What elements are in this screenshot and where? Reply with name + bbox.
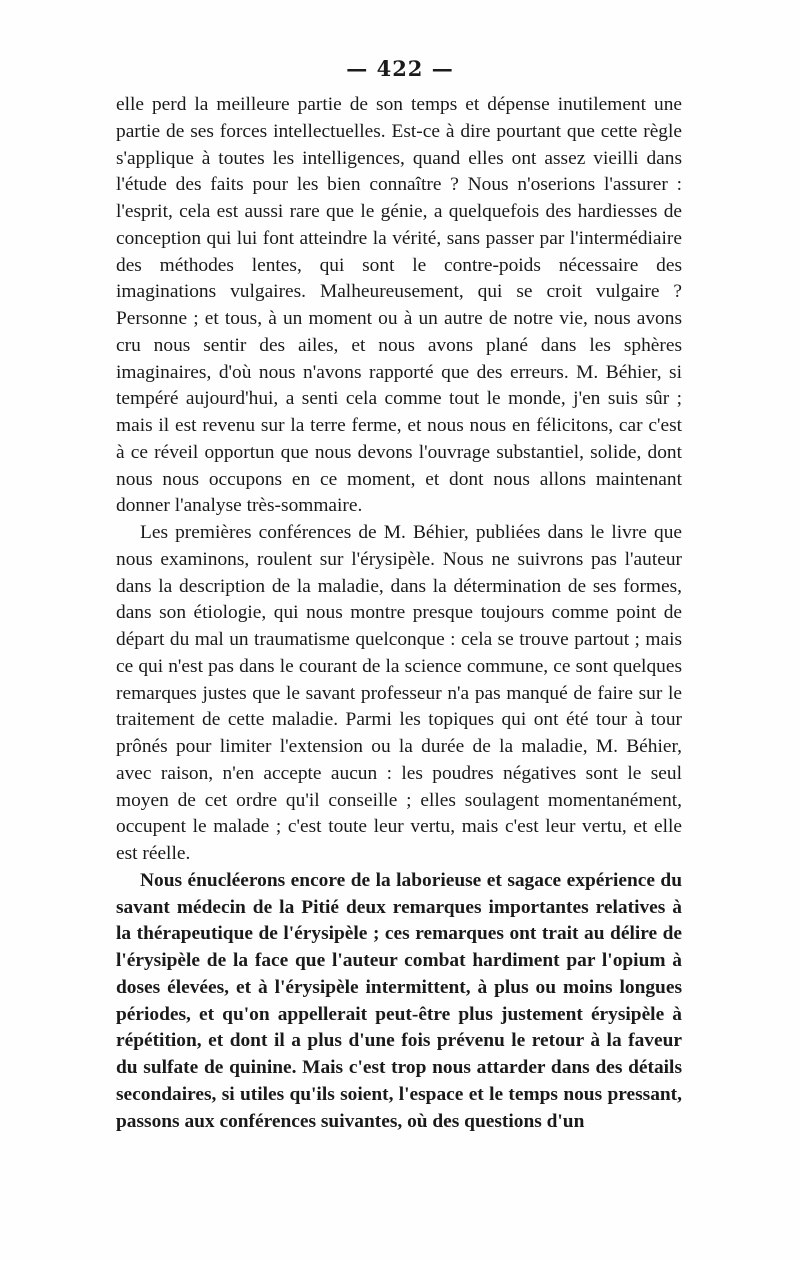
paragraph-3: Nous énucléerons encore de la laborieuse et sagace expérience du savant médecin de la Pitié deux remarques importantes relatives à la thérapeutique de l'érysipèle ; ces remarques ont trait au délire de l'érysipèle de la face que l'auteur combat hardiment par l'opium à doses élevées, et à l'érysipèle intermittent, à plus ou moins longues périodes, et qu'on appellerait peut-être plus justement érysipèle à répétition, et dont il a plus d'une fois prévenu le retour à la faveur du sulfate de quinine. Mais c'est trop nous attarder dans des détails secondaires, si utiles qu'ils soient, l'espace et le temps nous pressant, passons aux conférences suivantes, où des questions d'un [116, 869, 682, 1132]
page-number: — 422 — [346, 56, 454, 81]
body-text [116, 92, 682, 1135]
paragraph-1: elle perd la meilleure partie de son temps et dépense inutilement une partie de ses forces intellectuelles. Est-ce à dire pourtant que cette règle s'applique à toutes les intelligences, quand elles ont assez vieilli dans l'étude des faits pour les bien connaître ? Nous n'oserions l'assurer : l'esprit, cela est aussi rare que le génie, a quelquefois des hardiesses de conception qui lui font atteindre la vérité, sans passer par l'intermédiaire des méthodes lentes, qui sont le contre-poids nécessaire des imaginations vulgaires. Malheureusement, qui se croit vulgaire ? Personne ; et tous, à un moment ou à un autre de notre vie, nous avons cru nous sentir des ailes, et nous avons plané dans les sphères imaginaires, d'où nous n'avons rapporté que des erreurs. M. Béhier, si tempéré aujourd'hui, a senti cela comme tout le monde, j'en suis sûr ; mais il est revenu sur la terre ferme, et nous nous en félicitons, car c'est à ce réveil opportun que nous devons l'ouvrage substantiel, solide, dont nous nous occupons en ce moment, et dont nous allons maintenant donner l'analyse très-sommaire. [116, 94, 682, 517]
paragraph-2: Les premières conférences de M. Béhier, publiées dans le livre que nous examinons, roulent sur l'érysipèle. Nous ne suivrons pas l'auteur dans la description de la maladie, dans la détermination de ses formes, dans son étiologie, qui nous montre presque toujours comme point de départ du mal un traumatisme quelconque : cela se trouve partout ; mais ce qui n'est pas dans le courant de la science commune, ce sont quelques remarques justes que le savant professeur n'a pas manqué de faire sur le traitement de cette maladie. Parmi les topiques qui ont été tour à tour prônés pour limiter l'extension ou la durée de la maladie, M. Béhier, avec raison, n'en accepte aucun : les poudres négatives sont le seul moyen de cet ordre qu'il conseille ; elles soulagent momentanément, occupent le malade ; c'est toute leur vertu, mais c'est leur vertu, et elle est réelle. [116, 522, 682, 864]
